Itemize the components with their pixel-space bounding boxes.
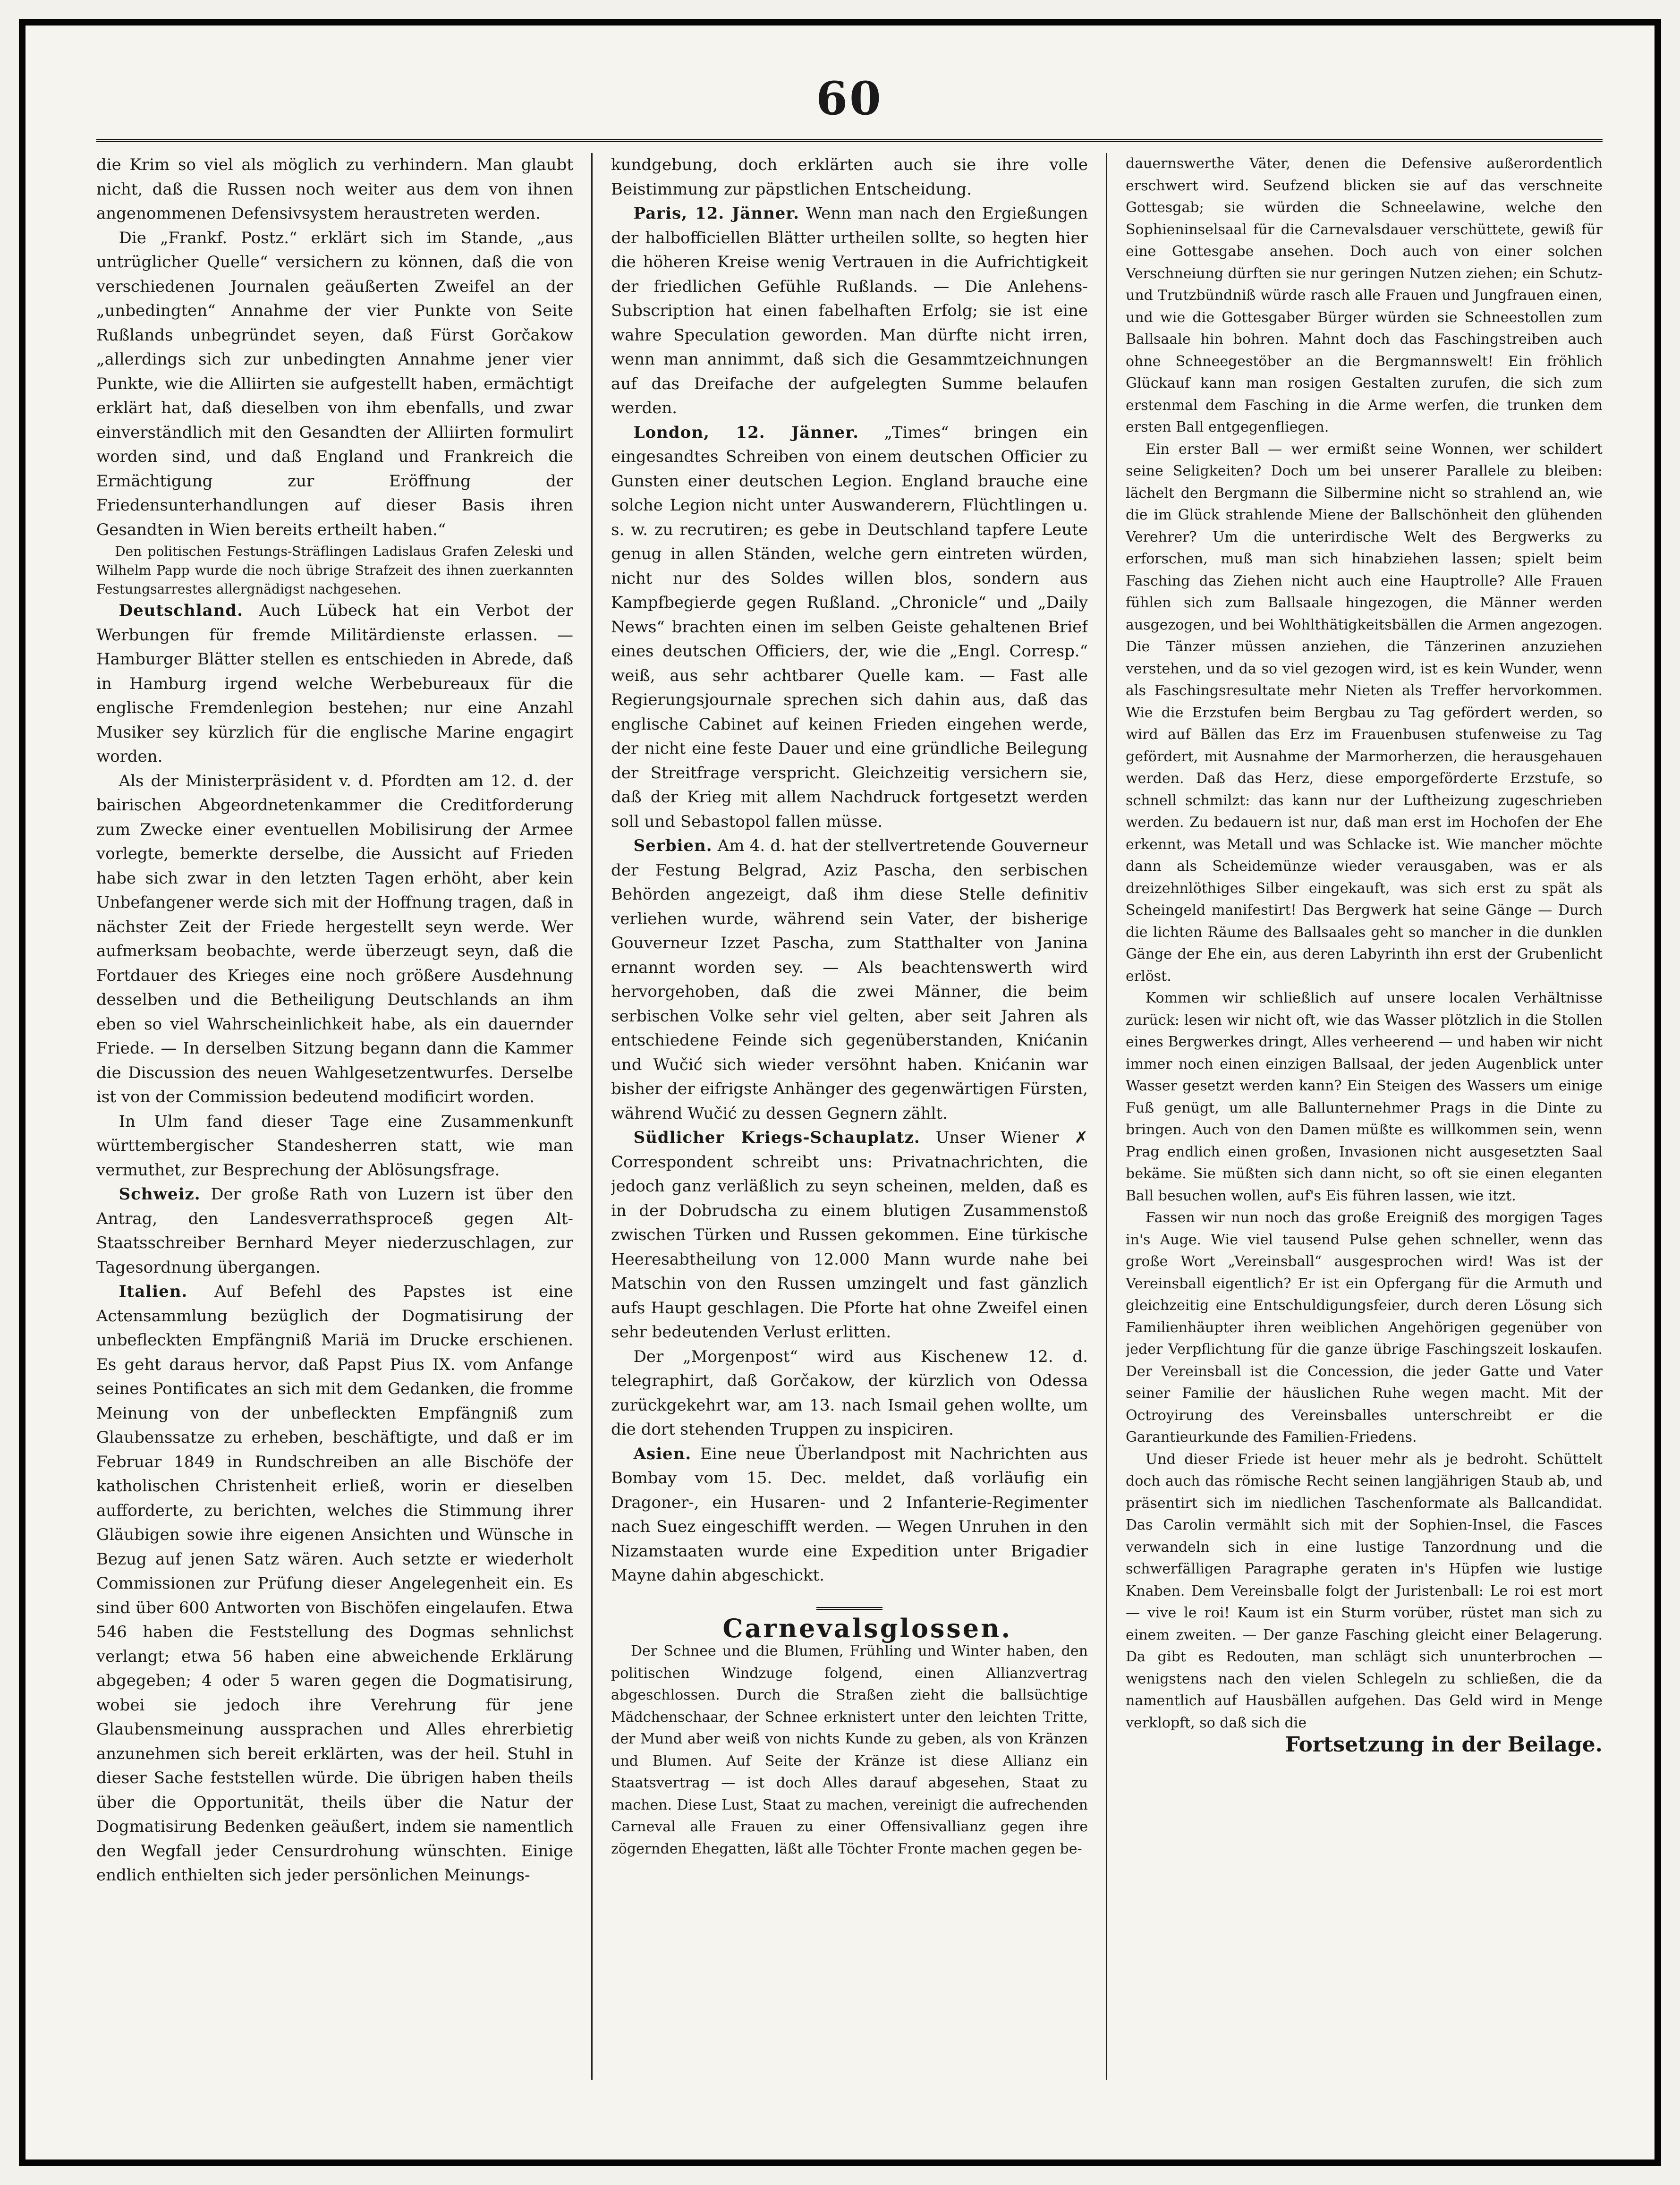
column-rule	[1106, 153, 1107, 2080]
paragraph-text: die Krim so viel als möglich zu verhindern. Man glaubt nicht, daß die Russen noch weiter aus dem von ihnen angenommenen Defensivsystem heraustreten werden.	[96, 155, 573, 223]
paragraph-text: „Times“ bringen ein eingesandtes Schreiben von einem deutschen Officier zu Gunsten einer deutschen Legion. England brauche eine solche Legion nicht unter Auswanderern, Flüchtlingen u. s. w. zu recrutiren; es gebe in Deutschland tapfere Leute genug in allen Ständen, welche gern eintreten würden, nicht nur des Soldes willen blos, sondern aus Kampfbegierde gegen Rußland. „Chronicle“ und „Daily News“ brachten einen im selben Geiste gehaltenen Brief eines deutschen Officiers, der, wie die „Engl. Corresp.“ weiß, aus sehr achtbarer Quelle kam. — Fast alle Regierungsjournale sprechen sich dahin aus, daß das englische Cabinet auf keinen Frieden eingehen werde, der nicht eine feste Dauer und eine gründliche Beilegung der Streitfrage verspricht. Gleichzeitig versichern sie, daß der Krieg mit allem Nachdruck fortgesetzt werden soll und Sebastopol fallen müsse.	[611, 423, 1088, 831]
article-paragraph	[611, 834, 1088, 1126]
article-lead: Paris, 12. Jänner.	[633, 204, 799, 223]
paragraph-text: Auf Befehl des Papstes ist eine Actensammlung bezüglich der Dogmatisirung der unbefleckten Empfängniß Mariä im Drucke erschienen. Es geht daraus hervor, daß Papst Pius IX. vom Anfange seines Pontificates an sich mit dem Gedanken, die fromme Meinung von der unbefleckten Empfängniß zum Glaubenssatze zu erheben, beschäftigte, und daß er im Februar 1849 in Rundschreiben an alle Bischöfe der katholischen Christenheit erließ, worin er dieselben aufforderte, zu berichten, welches die Stimmung ihrer Gläubigen sowie ihre eigenen Ansichten und Wünsche in Bezug auf jenen Satz wären. Auch setzte er wiederholt Commissionen zur Prüfung dieser Angelegenheit ein. Es sind über 600 Antworten von Bischöfen eingelaufen. Etwa 546 haben die Feststellung des Dogmas sehnlichst verlangt; etwa 56 haben eine abweichende Erklärung abgegeben; 4 oder 5 waren gegen die Dogmatisirung, wobei sie jedoch ihre Verehrung für jene Glaubensmeinung aussprachen und Alles ehrerbietig anzunehmen sich bereit erklärten, was der heil. Stuhl in dieser Sache feststellen würde. Die übrigen haben theils über die Opportunität, theils über die Natur der Dogmatisirung Bedenken geäußert, indem sie namentlich den Wegfall jeder Censurdrohung wünschten. Einige endlich enthielten sich jeder persönlichen Meinungs-	[96, 1282, 573, 1885]
article-lead: Asien.	[633, 1444, 692, 1463]
article-paragraph	[96, 226, 573, 543]
paragraph-text: Der „Morgenpost“ wird aus Kischenew 12. d. telegraphirt, daß Gorčakow, der kürzlich von Odessa zurückgekehrt war, am 13. nach Ismail gehen wollte, um die dort stehenden Truppen zu inspiciren.	[611, 1347, 1088, 1439]
article-paragraph	[611, 202, 1088, 421]
continuation-note: Fortsetzung in der Beilage.	[1285, 1733, 1603, 1757]
paragraph-text: In Ulm fand dieser Tage eine Zusammenkunft württembergischer Standesherren statt, wie man vermuthet, zur Besprechung der Ablösungsfrage.	[96, 1112, 573, 1180]
article-paragraph	[96, 1182, 573, 1280]
paragraph-text: Wenn man nach den Ergießungen der halbofficiellen Blätter urtheilen sollte, so hegten hier die höheren Kreise wenig Vertrauen in die Aufrichtigkeit der friedlichen Gefühle Rußlands. — Die Anlehens-Subscription hat einen fabelhaften Erfolg; sie ist eine wahre Speculation geworden. Man dürfte nicht irren, wenn man annimmt, daß sich die Gesammtzeichnungen auf das Dreifache der aufgelegten Summe belaufen werden.	[611, 204, 1088, 417]
feuilleton-paragraph	[611, 1641, 1088, 1860]
paragraph-text: Als der Ministerpräsident v. d. Pfordten am 12. d. der bairischen Abgeordnetenkammer die Creditforderung zum Zwecke einer eventuellen Mobilisirung der Armee vorlegte, bemerkte derselbe, die Aussicht auf Frieden habe sich zwar in den letzten Tagen erhöht, aber kein Unbefangener werde sich mit der Hoffnung tragen, daß in nächster Zeit der Friede hergestellt seyn werde. Wer aufmerksam beobachte, werde überzeugt seyn, daß die Fortdauer des Krieges eine noch größere Ausdehnung desselben und die Betheiligung Deutschlands an ihm eben so viel Wahrscheinlichkeit habe, als ein dauernder Friede. — In derselben Sitzung begann dann die Kammer die Discussion des neuen Wahlgesetzentwurfes. Derselbe ist von der Commission bedeutend modificirt worden.	[96, 771, 573, 1106]
article-lead: Schweiz.	[119, 1185, 201, 1204]
paragraph-text: Am 4. d. hat der stellvertretende Gouverneur der Festung Belgrad, Aziz Pascha, den serbischen Behörden angezeigt, daß ihm diese Stelle definitiv verliehen wurde, während sein Vater, der bisherige Gouverneur Izzet Pascha, zum Statthalter von Janina ernannt worden sey. — Als beachtenswerth wird hervorgehoben, daß die zwei Männer, die beim serbischen Volke sehr viel gelten, aber seit Jahren als entschiedene Feinde sich gegenüberstanden, Knićanin und Wučić sich wieder versöhnt haben. Knićanin war bisher der eifrigste Anhänger des gegenwärtigen Fürsten, während Wučić zu dessen Gegnern zählt.	[611, 836, 1088, 1123]
paragraph-text: kundgebung, doch erklärten auch sie ihre volle Beistimmung zur päpstlichen Entscheidung.	[611, 155, 1088, 199]
paragraph-text: Ein erster Ball — wer ermißt seine Wonnen, wer schildert seine Seligkeiten? Doch um bei unserer Parallele zu bleiben: lächelt den Bergmann die Silbermine nicht so strahlend an, wie die im Glück strahlende Miene der Ballschönheit den glühenden Verehrer? Um die unterirdische Welt des Bergwerks zu erforschen, muß man sich hinabziehen lassen; spielt beim Fasching das Ziehen nicht auch eine Hauptrolle? Alle Frauen fühlen sich zum Ballsaale hingezogen, die Männer werden ausgezogen, und bei Wohlthätigkeitsbällen die Armen angezogen. Die Tänzer müssen anziehen, die Tänzerinen anzuziehen verstehen, und da so viel gezogen wird, ist es kein Wunder, wenn als Faschingsresultate mehr Nieten als Treffer hervorkommen. Wie die Erzstufen beim Bergbau zu Tag gefördert werden, so wird auf Bällen das Erz im Frauenbusen stufenweise zu Tag gefördert, mit Ausnahme der Marmorherzen, die herausgehauen werden. Daß das Herz, diese emporgeförderte Erzstufe, so schnell schmilzt: das kann nur der Luftheizung zugeschrieben werden. Zu bedauern ist nur, daß man erst im Hochofen der Ehe erkennt, was Metall und was Schlacke ist. Wie mancher möchte dann als Scheidemünze wieder verausgaben, was er als dreizehnlöthiges Silber eingekauft, was sich erst zu spät als Scheingeld manifestirt! Das Bergwerk hat seine Gänge — Durch die lichten Räume des Ballsaales geht so mancher in die dunklen Gänge der Ehe ein, aus deren Labyrinth ihn erst der Grubenlicht erlöst.	[1126, 441, 1603, 985]
article-lead: Serbien.	[633, 836, 713, 855]
paragraph-text: dauernswerthe Väter, denen die Defensive außerordentlich erschwert wird. Seufzend blicken sie auf das verschneite Gottesgab; sie würden die Schneelawine, welche den Sophieninselsaal für die Carnevalsdauer verschüttete, gewiß für eine Gottesgabe ansehen. Doch auch von einer solchen Verschneiung dürften sie nur geringen Nutzen ziehen; ein Schutz- und Trutzbündniß würde rasch alle Frauen und Jungfrauen einen, und wie die Gottesgaber Bürger würden sie Schneestollen zum Ballsaale hin bohren. Mahnt doch das Faschingstreiben auch ohne Schneegestöber an die Bergmannswelt! Ein fröhlich Glückauf kann man rosigen Gestalten zurufen, die sich zum erstenmal dem Fasching in die Arme werfen, die trunken dem ersten Ball entgegenfliegen.	[1126, 155, 1603, 435]
article-lead: Südlicher Kriegs-Schauplatz.	[633, 1128, 920, 1147]
paragraph-text: Und dieser Friede ist heuer mehr als je bedroht. Schüttelt doch auch das römische Recht seinen langjährigen Staub ab, und präsentirt sich im niedlichen Taschenformate als Ballcandidat. Das Carolin vermählt sich mit der Sophien-Insel, die Fasces verwandeln sich in eine lustige Tanzordnung und die schwerfälligen Paragraphe geraten in's Hüpfen wie lustige Knaben. Dem Vereinsballe folgt der Juristenball: Le roi est mort — vive le roi! Kaum ist ein Sturm vorüber, rüstet man sich zu einem zweiten. — Der ganze Fasching gleicht einer Belagerung. Da gibt es Redouten, man schlägt sich ununterbrochen — wenigstens nach den vielen Schlegeln zu schließen, die da namentlich auf Hausbällen aufgehen. Das Geld wird in Menge verklopft, so daß sich die	[1126, 1451, 1603, 1731]
article-paragraph	[611, 153, 1088, 202]
column-rule	[591, 153, 593, 2080]
article-paragraph	[611, 1126, 1088, 1345]
paragraph-text: Den politischen Festungs-Sträflingen Ladislaus Grafen Zeleski und Wilhelm Papp wurde die noch übrige Strafzeit des ihnen zuerkannten Festungsarrestes allergnädigst nachgesehen.	[96, 544, 573, 597]
paragraph-text: Kommen wir schließlich auf unsere localen Verhältnisse zurück: lesen wir nicht oft, wie das Wasser plötzlich in die Stollen eines Bergwerkes dringt, Alles verheerend — und haben wir nicht immer noch einen einzigen Ballsaal, der jeden Augenblick unter Wasser gesetzt werden kann? Ein Steigen des Wassers um einige Fuß genügt, um alle Ballunternehmer Prags in die Dinte zu bringen. Auch von den Damen müßte es willkommen sein, wenn Prag endlich einen großen, Invasionen nicht ausgesetzten Saal bekäme. Sie müßten sich dann nicht, so oft sie einen eleganten Ball besuchen wollen, auf's Eis führen lassen, wie itzt.	[1126, 990, 1603, 1204]
page-frame	[19, 19, 1661, 2166]
article-paragraph	[96, 1110, 573, 1183]
paragraph-text: Eine neue Überlandpost mit Nachrichten aus Bombay vom 15. Dec. meldet, daß vorläufig ein Dragoner-, ein Husaren- und 2 Infanterie-Regimenter nach Suez eingeschifft werden. — Wegen Unruhen in den Nizamstaaten wurde eine Expedition unter Brigadier Mayne dahin abgeschickt.	[611, 1444, 1088, 1585]
feuilleton-paragraph	[1126, 987, 1603, 1207]
paragraph-text: Die „Frankf. Postz.“ erklärt sich im Stande, „aus untrüglicher Quelle“ versichern zu können, daß die von verschiedenen Journalen geäußerten Zweifel an der „unbedingten“ Annahme der vier Punkte von Seite Rußlands unbegründet seyen, daß Fürst Gorčakow „allerdings sich zur unbedingten Annahme jener vier Punkte, wie die Alliirten sie aufgestellt haben, ermächtigt erklärt hat, daß dieselben von ihm ebenfalls, und zwar einverständlich mit den Gesandten der Alliirten formulirt worden sind, und daß England und Frankreich die Ermächtigung zur Eröffnung der Friedensunterhandlungen auf dieser Basis ihren Gesandten in Wien bereits ertheilt haben.“	[96, 228, 573, 539]
feuilleton-paragraph	[1126, 1207, 1603, 1449]
page-number: 60	[816, 72, 883, 125]
notice-paragraph	[96, 542, 573, 599]
column-2	[611, 153, 1088, 2136]
paragraph-text: Unser Wiener ✗ Correspondent schreibt uns: Privatnachrichten, die jedoch ganz verläßlich zu seyn scheinen, melden, daß es in der Dobrudscha zu einem blutigen Zusammenstoß zwischen Türken und Russen gekommen. Eine türkische Heeresabtheilung von 12.000 Mann wurde nahe bei Matschin von den Russen umzingelt und fast gänzlich aufs Haupt geschlagen. Die Pforte hat ohne Zweifel einen sehr bedeutenden Verlust erlitten.	[611, 1128, 1088, 1342]
header-rule	[96, 139, 1603, 142]
article-lead: London, 12. Jänner.	[633, 423, 859, 442]
article-lead: Italien.	[119, 1282, 188, 1301]
paragraph-text: Fassen wir nun noch das große Ereigniß des morgigen Tages in's Auge. Wie viel tausend Pulse gehen schneller, wenn das große Wort „Vereinsball“ ausgesprochen wird! Was ist der Vereinsball eigentlich? Er ist ein Opfergang für die Armuth und gleichzeitig eine Entschuldigungsfeier, durch deren Lösung sich Familienhäupter ihren weiblichen Angehörigen gegenüber von jeder Verpflichtung für die ganze übrige Faschingszeit loskaufen. Der Vereinsball ist die Concession, die jeder Gatte und Vater seiner Familie der häuslichen Ruhe wegen macht. Mit der Octroyirung des Vereinsballes unterschreibt er die Garantieurkunde des Familien-Friedens.	[1126, 1209, 1603, 1445]
paragraph-text: Auch Lübeck hat ein Verbot der Werbungen für fremde Militärdienste erlassen. — Hamburger Blätter stellen es entschieden in Abrede, daß in Hamburg irgend welche Werbebureaux für die englische Fremdenlegion bestehen; nur eine Anzahl Musiker sey kürzlich für die englische Marine engagirt worden.	[96, 601, 573, 766]
article-paragraph	[611, 421, 1088, 834]
article-paragraph	[96, 769, 573, 1110]
column-3	[1126, 153, 1603, 2136]
section-heading: Carnevalsglossen.	[722, 1613, 1012, 1643]
paragraph-text: Der Schnee und die Blumen, Frühling und Winter haben, den politischen Windzuge folgend, einen Allianzvertrag abgeschlossen. Durch die Straßen zieht die ballsüchtige Mädchenschaar, der Schnee erknistert unter den leichten Tritte, der Mund aber weiß von nichts Kunde zu geben, als von Kränzen und Blumen. Auf Seite der Kränze ist diese Allianz ein Staatsvertrag — ist doch Alles darauf abgesehen, Staat zu machen. Diese Lust, Staat zu machen, vereinigt die aufrechenden Carneval alle Frauen zu einer Offensivallianz gegen ihre zögernden Ehegatten, läßt alle Töchter Fronte machen gegen be-	[611, 1643, 1088, 1857]
newspaper-page	[96, 63, 1603, 2160]
article-paragraph	[96, 153, 573, 226]
article-paragraph	[611, 1345, 1088, 1442]
section-divider	[816, 1607, 882, 1610]
column-1	[96, 153, 573, 2136]
article-paragraph	[611, 1442, 1088, 1588]
paragraph-text: Der große Rath von Luzern ist über den Antrag, den Landesverrathsproceß gegen Alt-Staatsschreiber Bernhard Meyer niederzuschlagen, zur Tagesordnung übergangen.	[96, 1185, 573, 1277]
feuilleton-paragraph	[1126, 1449, 1603, 1734]
article-paragraph	[96, 1280, 573, 1888]
feuilleton-paragraph	[1126, 153, 1603, 439]
article-lead: Deutschland.	[119, 601, 243, 620]
feuilleton-paragraph	[1126, 439, 1603, 988]
article-paragraph	[96, 599, 573, 769]
